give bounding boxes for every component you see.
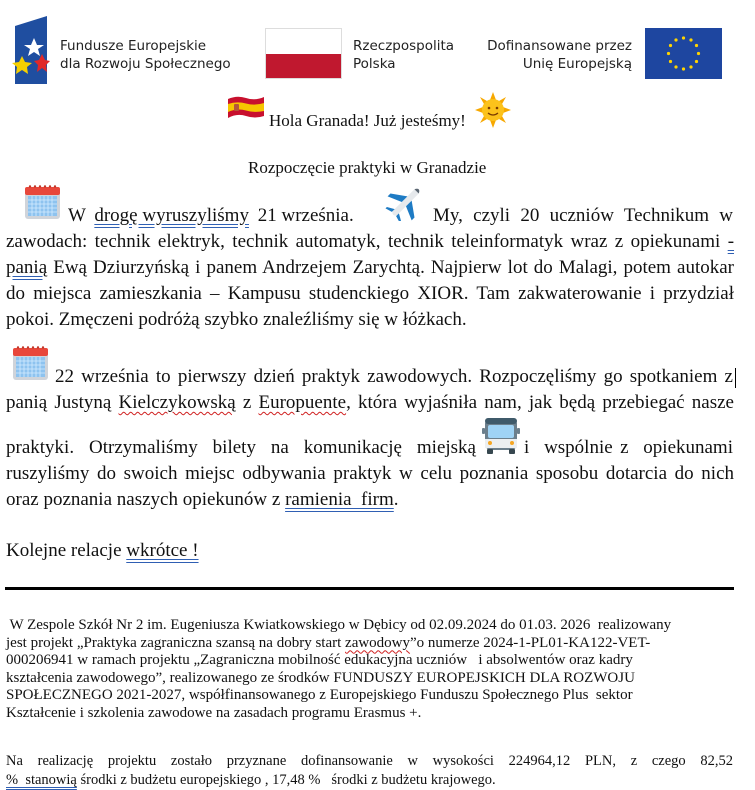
project-info — [6, 617, 736, 722]
airplane-icon — [385, 183, 427, 221]
subtitle: Rozpoczęcie praktyki w Granadzie — [248, 158, 487, 177]
grammar-flag-ramienia[interactable]: ramienia firm — [285, 489, 394, 510]
fe-logo-icon — [12, 16, 50, 84]
closing-line: Kolejne relacje wkrótce ! — [6, 540, 199, 561]
p1-line2: zawodach: technik elektryk, technik automatyk, technik teleinformatyk wraz z opiekunami - — [6, 231, 735, 252]
spelling-flag-europuente[interactable]: Europuente — [258, 392, 347, 413]
p2-line1: 22 września to pierwszy dzień praktyk zawodowych. Rozpoczęliśmy go spotkaniem z — [55, 366, 733, 387]
project-line-2: jest projekt „Praktyka zagraniczna szansą na dobry start zawodowy”o numerze 2024-1-PL01-KA122-VET- — [6, 634, 651, 651]
sun-icon — [475, 92, 511, 128]
bus-icon — [482, 416, 520, 456]
project-line-5: SPOŁECZNEGO 2021-2027, współfinansowanego z Europejskiego Funduszu Społecznego Plus sektor — [6, 687, 633, 703]
grammar-flag-stanowia[interactable]: % stanowią — [6, 772, 77, 788]
poland-flag-icon — [265, 28, 342, 79]
horizontal-divider — [5, 587, 734, 590]
spelling-flag-zawodowy[interactable]: zawodowy — [345, 634, 411, 651]
p2-line4: ruszyliśmy do swoich miejsc odbywania praktyk w celu poznania sposobu dotarcia do nich — [6, 463, 734, 484]
eu-flag-icon — [645, 28, 722, 79]
eu-logo-line1: Dofinansowane przez — [487, 38, 632, 54]
p2-line5: oraz poznania naszych opiekunów z ramienia firm. — [6, 489, 399, 510]
funding-info — [6, 752, 733, 790]
grammar-flag-dash[interactable]: - — [727, 231, 735, 252]
p1-line1-end: My, czyli 20 uczniów Technikum w — [433, 205, 733, 226]
grammar-flag-wkrotce[interactable]: wkrótce ! — [126, 540, 199, 561]
p2-line2: panią Justyną Kielczykowską z Europuente, która wyjaśniła nam, jak będą przebiegać nasze — [6, 392, 734, 413]
spain-flag-icon — [227, 95, 265, 120]
p2-line3-start: praktyki. Otrzymaliśmy bilety na komunikację miejską — [6, 437, 476, 458]
greeting-heading: Hola Granada! Już jesteśmy! — [269, 111, 466, 130]
fe-logo-line2: dla Rozwoju Społecznego — [60, 56, 231, 72]
project-line-4: kształcenia zawodowego”, realizowanego ze środków FUNDUSZY EUROPEJSKICH DLA ROZWOJU — [6, 669, 635, 686]
grammar-flag-pania[interactable]: panią — [6, 257, 48, 278]
p2-line3-end: i wspólnie z opiekunami — [524, 437, 733, 458]
p1-line3: panią Ewą Dziurzyńską i panem Andrzejem Zarychtą. Najpierw lot do Malagi, potem autokar — [6, 257, 734, 278]
calendar-icon — [12, 345, 49, 381]
text-cursor — [735, 368, 736, 388]
project-line-6: Kształcenie i szkolenia zawodowe na zasadach programu Erasmus +. — [6, 704, 422, 721]
p1-line4: do miejsca zamieszkania – Kampusu studenckiego XIOR. Tam zakwaterowanie i przydział — [6, 283, 734, 304]
eu-logo-line2: Unię Europejską — [522, 56, 632, 72]
grammar-flag-droge[interactable]: drogę wyruszyliśmy — [94, 205, 249, 226]
spelling-flag-kielczykowska[interactable]: Kielczykowską — [118, 392, 236, 413]
project-line-3: 000206941 w ramach projektu „Zagraniczna mobilność edukacyjna uczniów i absolwentów oraz kadry — [6, 652, 633, 668]
fe-logo-line1: Fundusze Europejskie — [60, 38, 207, 54]
calendar-icon — [24, 184, 61, 220]
rp-logo-line1: Rzeczpospolita — [353, 38, 455, 54]
funding-line-1: Na realizację projektu zostało przyznane dofinansowanie w wysokości 224964,12 PLN, z czego 82,52 — [6, 753, 733, 769]
project-line-1: W Zespole Szkół Nr 2 im. Eugeniusza Kwiatkowskiego w Dębicy od 02.09.2024 do 01.03. 2026 realizowany — [6, 617, 672, 633]
rp-logo-line2: Polska — [353, 56, 396, 72]
p1-line5: pokoi. Zmęczeni podróżą szybko znaleźliśmy się w łóżkach. — [6, 309, 467, 330]
funding-line-2: % stanowią środki z budżetu europejskiego , 17,48 % środki z budżetu krajowego. — [6, 772, 496, 788]
p1-line1-start: W drogę wyruszyliśmy 21 września. — [68, 205, 354, 226]
